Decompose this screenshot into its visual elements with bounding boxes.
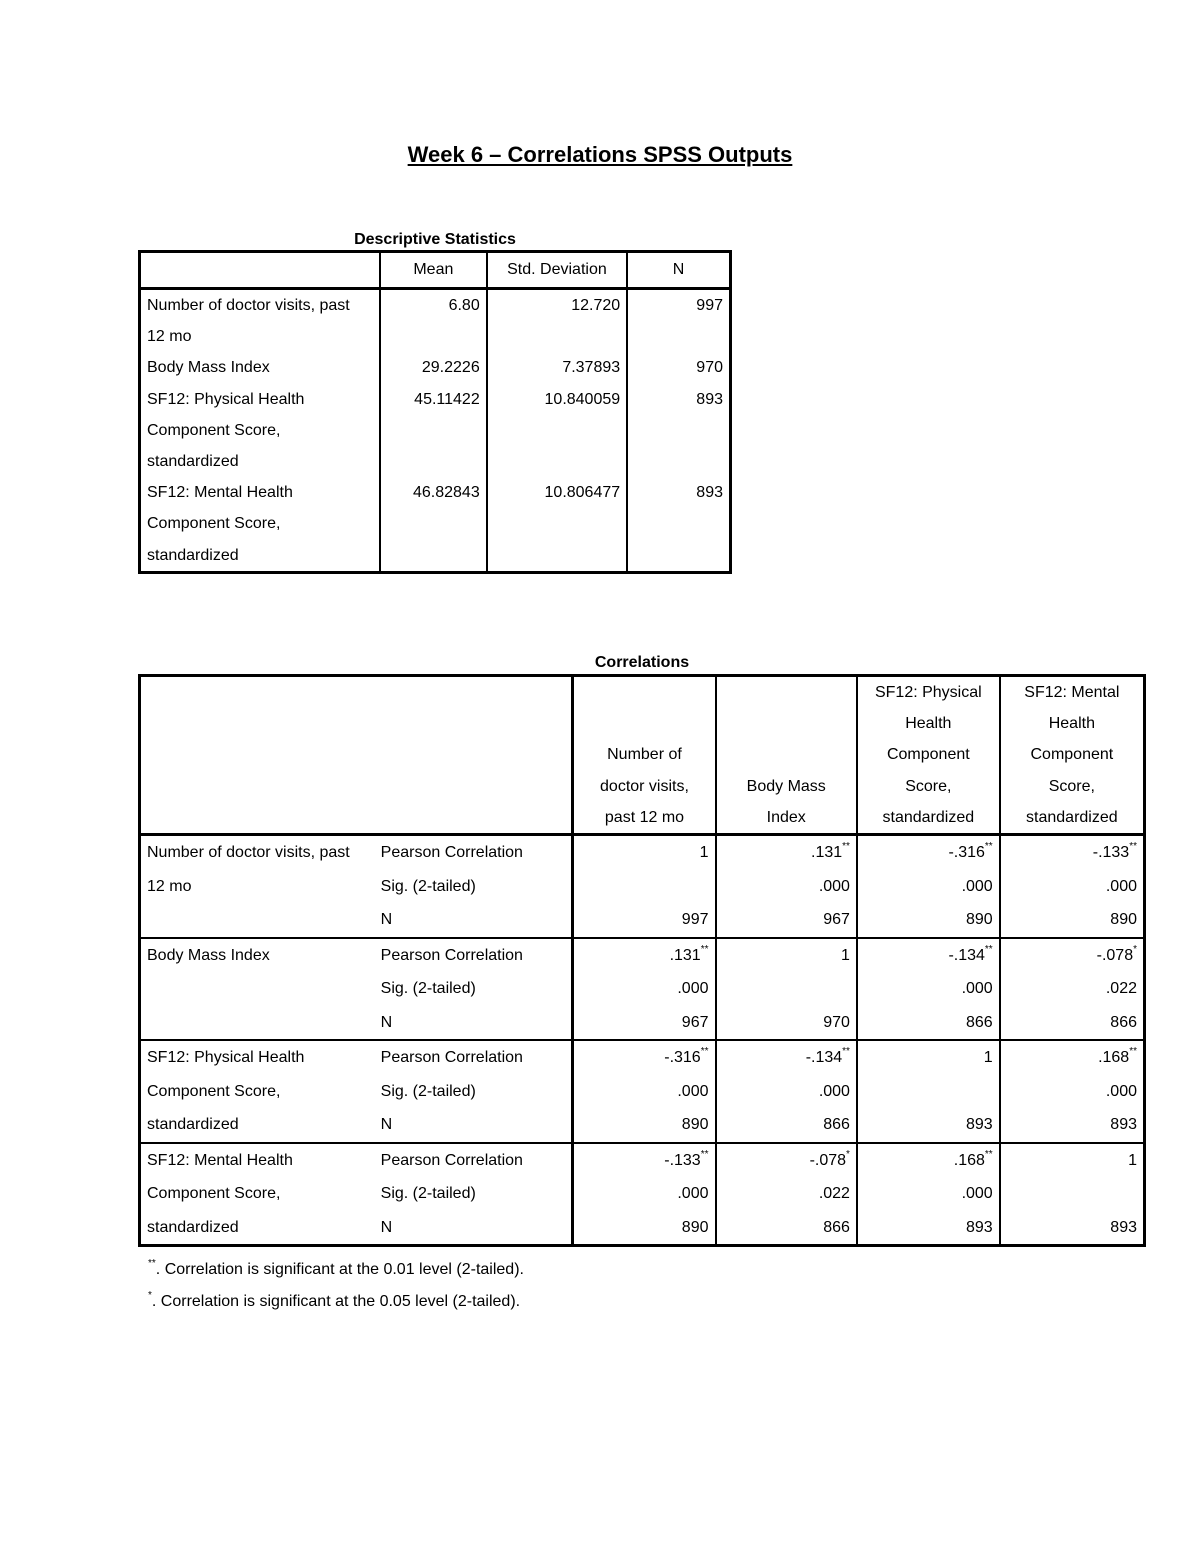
- correlations-value-cell: [857, 835, 1000, 870]
- correlations-value: 1: [841, 946, 850, 964]
- correlations-column-header-line: doctor visits,: [600, 777, 689, 795]
- correlations-value-cell: [573, 1075, 716, 1109]
- correlations-value: .000: [677, 980, 709, 998]
- correlations-value-cell: [857, 1143, 1000, 1178]
- descriptive-caption: Descriptive Statistics: [354, 231, 516, 248]
- descriptive-n-cell: 893: [627, 384, 730, 478]
- correlations-value: 866: [1110, 1013, 1137, 1031]
- descriptive-row-label-line: Component Score,: [147, 421, 281, 439]
- correlations-column-header-line: Health: [1048, 715, 1095, 733]
- correlations-value: -.078: [1096, 946, 1134, 964]
- significance-mark: **: [1129, 841, 1137, 853]
- descriptive-n-cell: 997: [627, 289, 730, 353]
- significance-mark: *: [846, 1148, 850, 1160]
- correlations-column-header-line: Component: [886, 746, 970, 764]
- descriptive-sd-cell: 12.720: [487, 289, 627, 353]
- correlations-value-cell: [1000, 835, 1145, 870]
- correlations-value-cell: [857, 903, 1000, 938]
- correlations-column-header-line: Body Mass: [746, 777, 826, 795]
- correlations-value-cell: [716, 835, 857, 870]
- correlations-value-cell: [857, 1006, 1000, 1041]
- correlations-value: .131: [669, 946, 701, 964]
- descriptive-mean-cell: 46.82843: [380, 477, 487, 572]
- correlations-value-cell: [716, 1177, 857, 1211]
- correlations-column-header-line: Score,: [1048, 777, 1095, 795]
- significance-mark: **: [842, 841, 850, 853]
- correlations-value: 1: [983, 1049, 993, 1067]
- correlations-row: [140, 1143, 1145, 1178]
- correlations-value-cell: [1000, 1177, 1145, 1211]
- correlations-column-header-line: Score,: [905, 777, 952, 795]
- correlations-value: -.134: [805, 1049, 843, 1067]
- descriptive-sd-cell: 7.37893: [487, 352, 627, 383]
- correlations-column-header-line: SF12: Mental: [1024, 684, 1120, 701]
- descriptive-sd-cell: 10.806477: [487, 477, 627, 572]
- correlations-row: [140, 938, 1145, 973]
- page-title: Week 6 – Correlations SPSS Outputs: [407, 142, 793, 167]
- correlations-value: 893: [1110, 1116, 1137, 1134]
- correlations-column-header-line: Index: [766, 808, 806, 826]
- correlations-value-cell: [716, 1211, 857, 1246]
- correlations-column-header: [716, 676, 857, 835]
- correlations-value-cell: [573, 870, 716, 904]
- correlations-value-cell: [716, 1075, 857, 1109]
- correlations-value-cell: [1000, 1143, 1145, 1178]
- correlations-row-label-line: standardized: [147, 1116, 239, 1134]
- significance-mark: **: [1129, 1046, 1137, 1058]
- correlations-value-cell: [857, 870, 1000, 904]
- correlations-value-cell: [1000, 1211, 1145, 1246]
- correlations-value: -.133: [664, 1151, 701, 1169]
- footnote-1: **. Correlation is significant at the 0.01 level (2-tailed).: [148, 1258, 524, 1278]
- correlations-value-cell: [1000, 1075, 1145, 1109]
- correlations-value: .000: [1105, 1082, 1137, 1100]
- correlations-value-cell: [857, 1075, 1000, 1109]
- correlations-value-cell: [573, 903, 716, 938]
- correlations-value: -.134: [948, 946, 985, 964]
- correlations-value: 967: [681, 1013, 709, 1031]
- correlations-stat-label: N: [380, 1218, 393, 1236]
- correlations-value-cell: [716, 938, 857, 973]
- correlations-value: 890: [1110, 911, 1137, 929]
- correlations-value: .022: [1105, 980, 1137, 998]
- correlations-column-header-line: past 12 mo: [604, 808, 685, 826]
- correlations-value: -.133: [1092, 844, 1130, 862]
- correlations-value-cell: [857, 1211, 1000, 1246]
- descriptive-header-cell: N: [627, 252, 730, 289]
- descriptive-header-cell: [140, 252, 381, 289]
- correlations-value-cell: [716, 1006, 857, 1041]
- correlations-value: .000: [961, 877, 993, 895]
- correlations-row-label: [140, 1143, 375, 1246]
- correlations-value-cell: [716, 903, 857, 938]
- descriptive-mean-cell: 6.80: [380, 289, 487, 353]
- correlations-stat-label: N: [375, 903, 573, 938]
- descriptive-statistics-table: [138, 250, 732, 574]
- correlations-value-cell: [857, 1177, 1000, 1211]
- correlations-stat-label: Pearson Correlation: [380, 946, 523, 964]
- correlations-row-label-line: Number of doctor visits, past: [147, 844, 350, 862]
- correlations-header-row: [140, 676, 1145, 835]
- correlations-value-cell: [1000, 1040, 1145, 1075]
- correlations-value-cell: [857, 1108, 1000, 1143]
- descriptive-row-label-line: Component Score,: [147, 515, 281, 533]
- descriptive-row-label: [140, 384, 381, 478]
- correlations-value: .000: [961, 1185, 993, 1203]
- correlations-value-cell: [573, 1040, 716, 1075]
- correlations-value: .168: [1098, 1049, 1130, 1067]
- correlations-caption: Correlations: [594, 654, 690, 671]
- descriptive-row-label-line: Body Mass Index: [147, 359, 270, 377]
- descriptive-row-label-line: 12 mo: [147, 328, 192, 346]
- correlations-row-label-line: Body Mass Index: [147, 946, 270, 964]
- descriptive-row-label: [140, 477, 381, 572]
- descriptive-n-cell: 970: [627, 352, 730, 383]
- descriptive-row-label: [140, 352, 381, 383]
- correlations-value-cell: [573, 835, 716, 870]
- correlations-value: -.316: [664, 1049, 701, 1067]
- correlations-stat-label: N: [375, 1006, 573, 1041]
- correlations-value: 890: [966, 911, 993, 929]
- correlations-value-cell: [1000, 1108, 1145, 1143]
- descriptive-row: [140, 289, 731, 353]
- correlations-value: 970: [823, 1013, 850, 1031]
- correlations-value: 967: [823, 911, 850, 929]
- correlations-column-header: [857, 676, 1000, 835]
- significance-mark: **: [984, 841, 993, 853]
- correlations-value-cell: [1000, 903, 1145, 938]
- correlations-value-cell: [716, 1108, 857, 1143]
- significance-mark: **: [700, 1148, 709, 1160]
- correlations-value: .000: [1105, 877, 1137, 895]
- correlations-value: 997: [681, 911, 709, 929]
- correlations-column-header-line: SF12: Physical: [874, 684, 982, 701]
- correlations-stat-label: Sig. (2-tailed): [380, 980, 476, 998]
- correlations-row-label: [140, 938, 375, 1041]
- descriptive-header-cell: Mean: [380, 252, 487, 289]
- correlations-header-blank: [140, 676, 573, 835]
- correlations-row-label: [140, 835, 375, 938]
- correlations-row: [140, 835, 1145, 870]
- correlations-column-header-line: standardized: [882, 808, 975, 826]
- correlations-value: .168: [953, 1151, 985, 1169]
- correlations-row-label: [140, 1040, 375, 1143]
- descriptive-row-label: [140, 289, 381, 353]
- correlations-value: 866: [823, 1218, 850, 1236]
- descriptive-sd-cell: 10.840059: [487, 384, 627, 478]
- descriptive-mean-cell: 45.11422: [380, 384, 487, 478]
- correlations-value-cell: [573, 1177, 716, 1211]
- correlations-value: 1: [1128, 1151, 1137, 1169]
- correlations-value-cell: [716, 870, 857, 904]
- correlations-value-cell: [857, 1040, 1000, 1075]
- correlations-value-cell: [857, 938, 1000, 973]
- descriptive-row-label-line: standardized: [147, 453, 239, 471]
- correlations-table: [138, 674, 1146, 1247]
- correlations-row-label-line: Component Score,: [147, 1185, 281, 1203]
- correlations-value-cell: [573, 1108, 716, 1143]
- descriptive-header-cell: Std. Deviation: [487, 252, 627, 289]
- correlations-row-label-line: standardized: [147, 1218, 239, 1236]
- correlations-stat-label: Pearson Correlation: [380, 1049, 523, 1067]
- correlations-stat-label: Sig. (2-tailed): [380, 877, 476, 895]
- correlations-value: .000: [818, 1082, 850, 1100]
- correlations-value-cell: [573, 1006, 716, 1041]
- descriptive-row: [140, 384, 731, 478]
- descriptive-row: [140, 352, 731, 383]
- significance-mark: **: [700, 1046, 709, 1058]
- correlations-value-cell: [1000, 972, 1145, 1006]
- correlations-value: 890: [681, 1116, 709, 1134]
- descriptive-row-label-line: SF12: Mental Health: [147, 484, 293, 502]
- correlations-value: .022: [818, 1185, 850, 1203]
- correlations-value-cell: [716, 1040, 857, 1075]
- correlations-value: .000: [961, 980, 993, 998]
- correlations-stat-label: Pearson Correlation: [380, 1151, 523, 1169]
- correlations-value: 893: [966, 1218, 993, 1236]
- correlations-value-cell: [1000, 938, 1145, 973]
- descriptive-n-cell: 893: [627, 477, 730, 572]
- correlations-row-label-line: SF12: Physical Health: [147, 1049, 305, 1067]
- correlations-row-label-line: Component Score,: [147, 1082, 281, 1100]
- descriptive-mean-cell: 29.2226: [380, 352, 487, 383]
- correlations-row-label-line: 12 mo: [147, 877, 192, 895]
- correlations-stat-label: Sig. (2-tailed): [380, 1082, 476, 1100]
- correlations-value-cell: [716, 972, 857, 1006]
- correlations-row: [140, 1040, 1145, 1075]
- footnote-2: *. Correlation is significant at the 0.05 level (2-tailed).: [148, 1290, 521, 1310]
- correlations-value: .000: [677, 1082, 709, 1100]
- correlations-row-label-line: SF12: Mental Health: [147, 1151, 293, 1169]
- correlations-value: .131: [811, 844, 843, 862]
- correlations-value: 890: [681, 1218, 709, 1236]
- correlations-column-header: [1000, 676, 1145, 835]
- significance-mark: **: [700, 943, 709, 955]
- descriptive-row-label-line: standardized: [147, 546, 239, 564]
- correlations-stat-label: Sig. (2-tailed): [380, 1185, 476, 1203]
- correlations-value-cell: [573, 972, 716, 1006]
- descriptive-header-row: [140, 252, 731, 289]
- correlations-value: 866: [823, 1116, 850, 1134]
- correlations-value: -.078: [809, 1151, 847, 1169]
- significance-mark: **: [984, 1148, 993, 1160]
- correlations-column-header-line: standardized: [1026, 808, 1118, 826]
- correlations-column-header-line: Component: [1030, 746, 1114, 764]
- correlations-value-cell: [573, 938, 716, 973]
- correlations-value: 1: [699, 844, 709, 862]
- correlations-column-header-line: Health: [905, 715, 952, 733]
- correlations-value-cell: [857, 972, 1000, 1006]
- significance-mark: **: [984, 943, 993, 955]
- correlations-stat-label: N: [375, 1108, 573, 1143]
- descriptive-row: [140, 477, 731, 572]
- correlations-value-cell: [573, 1143, 716, 1178]
- correlations-column-header-line: Number of: [607, 746, 682, 764]
- correlations-value: .000: [677, 1185, 709, 1203]
- correlations-value: .000: [818, 877, 850, 895]
- correlations-value-cell: [1000, 1006, 1145, 1041]
- correlations-value: 866: [966, 1013, 993, 1031]
- correlations-value: 893: [966, 1116, 993, 1134]
- correlations-stat-label: Pearson Correlation: [380, 844, 523, 862]
- correlations-value: 893: [1110, 1218, 1137, 1236]
- correlations-value-cell: [1000, 870, 1145, 904]
- significance-mark: *: [1133, 943, 1137, 955]
- significance-mark: **: [842, 1046, 850, 1058]
- correlations-value-cell: [573, 1211, 716, 1246]
- correlations-value: -.316: [948, 844, 985, 862]
- descriptive-row-label-line: Number of doctor visits, past: [147, 297, 350, 314]
- correlations-column-header: [573, 676, 716, 835]
- descriptive-row-label-line: SF12: Physical Health: [147, 390, 305, 408]
- correlations-value-cell: [716, 1143, 857, 1178]
